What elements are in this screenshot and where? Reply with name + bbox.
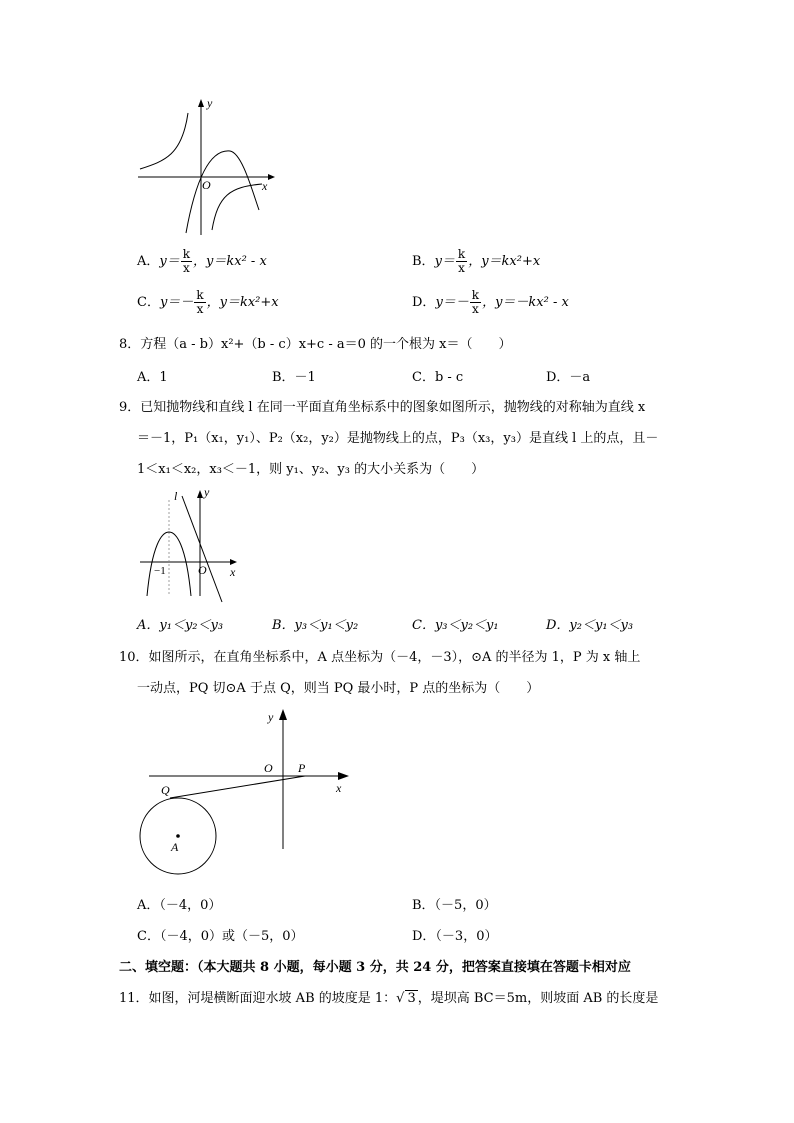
y-axis-arrow (279, 709, 287, 720)
hyperbola-branch-right (212, 184, 262, 230)
tangent-pq (170, 776, 305, 798)
fraction-numerator: k (182, 247, 191, 261)
q8-stem: 8．方程（a - b）x²+（b - c）x+c - a＝0 的一个根为 x＝（ ） (119, 337, 512, 352)
option-letter: C． (137, 295, 160, 310)
fraction-denominator: x (472, 302, 479, 316)
fig9-l-label: l (174, 489, 178, 503)
line-l (182, 496, 222, 602)
fraction (456, 248, 467, 275)
fig10-x-label: x (336, 781, 342, 795)
fraction (194, 289, 205, 316)
sqrt-symbol: √ (396, 991, 405, 1006)
x-axis-arrow (268, 174, 275, 180)
fraction-numerator: k (196, 288, 204, 302)
center-a-dot (176, 834, 180, 838)
q10-option-d[interactable]: D．（－3，0） (412, 929, 498, 944)
option-letter: A． (137, 254, 160, 269)
q10-figure (135, 707, 360, 867)
q10-stem-line-2: 一动点，PQ 切⊙A 于点 Q，则当 PQ 最小时，P 点的坐标为（ ） (137, 681, 540, 696)
q9-figure (138, 484, 248, 609)
q8-option-a[interactable]: A．1 (137, 370, 168, 385)
q11-stem-post: ，堤坝高 BC＝5m，则坡面 AB 的长度是 (417, 991, 659, 1006)
option-expr-post: ，y＝kx²+x (206, 295, 279, 310)
q8-option-c[interactable]: C．b - c (412, 370, 464, 385)
fraction-numerator: k (457, 247, 466, 261)
option-expr-post: ，y＝kx² - x (193, 254, 267, 269)
q7-figure (130, 95, 280, 245)
q10-option-a[interactable]: A．（－4，0） (137, 898, 222, 913)
fig10-p-label: P (298, 761, 306, 775)
q9-stem-line-3: 1＜x₁＜x₂，x₃＜－1，则 y₁、y₂、y₃ 的大小关系为（ ） (137, 462, 485, 477)
q9-option-b[interactable]: B．y₃＜y₁＜y₂ (272, 618, 359, 633)
fig7-x-label: x (262, 179, 268, 193)
option-expr-pre: y＝ (434, 254, 455, 269)
y-axis-arrow (198, 99, 204, 107)
q11-stem (119, 987, 658, 1006)
q9-stem-line-1: 9．已知抛物线和直线 l 在同一平面直角坐标系中的图象如图所示，抛物线的对称轴为直线 x (119, 400, 646, 415)
y-axis-arrow (197, 490, 203, 498)
q10-stem-line-1: 10．如图所示，在直角坐标系中，A 点坐标为（－4，－3），⊙A 的半径为 1，P 为 x 轴上 (119, 650, 641, 665)
fig9-x-label: x (230, 565, 236, 579)
fraction-denominator: x (458, 261, 465, 275)
q7-option-b[interactable] (412, 248, 540, 275)
q10-option-c[interactable]: C．（－4，0）或（－5，0） (137, 929, 304, 944)
q9-option-a[interactable]: A．y₁＜y₂＜y₃ (137, 618, 224, 633)
option-letter: B． (412, 254, 435, 269)
section-2-title: 二、填空题：（本大题共 8 小题，每小题 3 分，共 24 分，把答案直接填在答题卡相对应 (119, 960, 631, 975)
fig9-y-label: y (204, 485, 210, 499)
q9-option-d[interactable]: D．y₂＜y₁＜y₃ (546, 618, 634, 633)
fig10-q-label: Q (161, 783, 170, 797)
fig10-origin-label: O (264, 761, 273, 775)
sqrt-argument: 3 (407, 991, 416, 1006)
option-expr-post: ，y＝－kx² - x (482, 295, 569, 310)
q8-option-d[interactable]: D．－a (546, 370, 591, 385)
q8-option-b[interactable]: B．－1 (272, 370, 316, 385)
fig9-minus-one-label: −1 (154, 565, 166, 577)
fig9-origin-label: O (198, 563, 207, 577)
q7-option-d[interactable] (412, 289, 569, 316)
option-expr-post: ，y＝kx²+x (468, 254, 541, 269)
q9-stem-line-2: ＝－1，P₁（x₁，y₁）、P₂（x₂，y₂）是抛物线上的点，P₃（x₃，y₃）是直线 l 上的点，且－ (137, 431, 659, 446)
q11-stem-pre: 11．如图，河堤横断面迎水坡 AB 的坡度是 1： (119, 991, 397, 1006)
fraction-denominator: x (183, 261, 190, 275)
q10-option-b[interactable]: B．（－5，0） (412, 898, 497, 913)
fig7-y-label: y (207, 96, 213, 110)
fraction-numerator: k (471, 288, 480, 302)
option-letter: D． (412, 295, 436, 310)
fig10-a-label: A (171, 840, 179, 854)
parabola (186, 151, 259, 233)
fig10-y-label: y (268, 710, 274, 724)
option-expr-pre: y＝－ (159, 295, 194, 310)
q9-option-c[interactable]: C．y₃＜y₂＜y₁ (412, 618, 499, 633)
fraction-denominator: x (196, 302, 204, 316)
option-expr-pre: y＝ (159, 254, 180, 269)
fig7-origin-label: O (202, 178, 211, 192)
hyperbola-branch-left (140, 113, 188, 169)
q7-option-c[interactable] (137, 289, 279, 316)
fraction (181, 248, 192, 275)
q7-option-a[interactable] (137, 248, 267, 275)
option-expr-pre: y＝－ (435, 295, 469, 310)
x-axis-arrow (338, 772, 349, 780)
fraction (470, 289, 481, 316)
